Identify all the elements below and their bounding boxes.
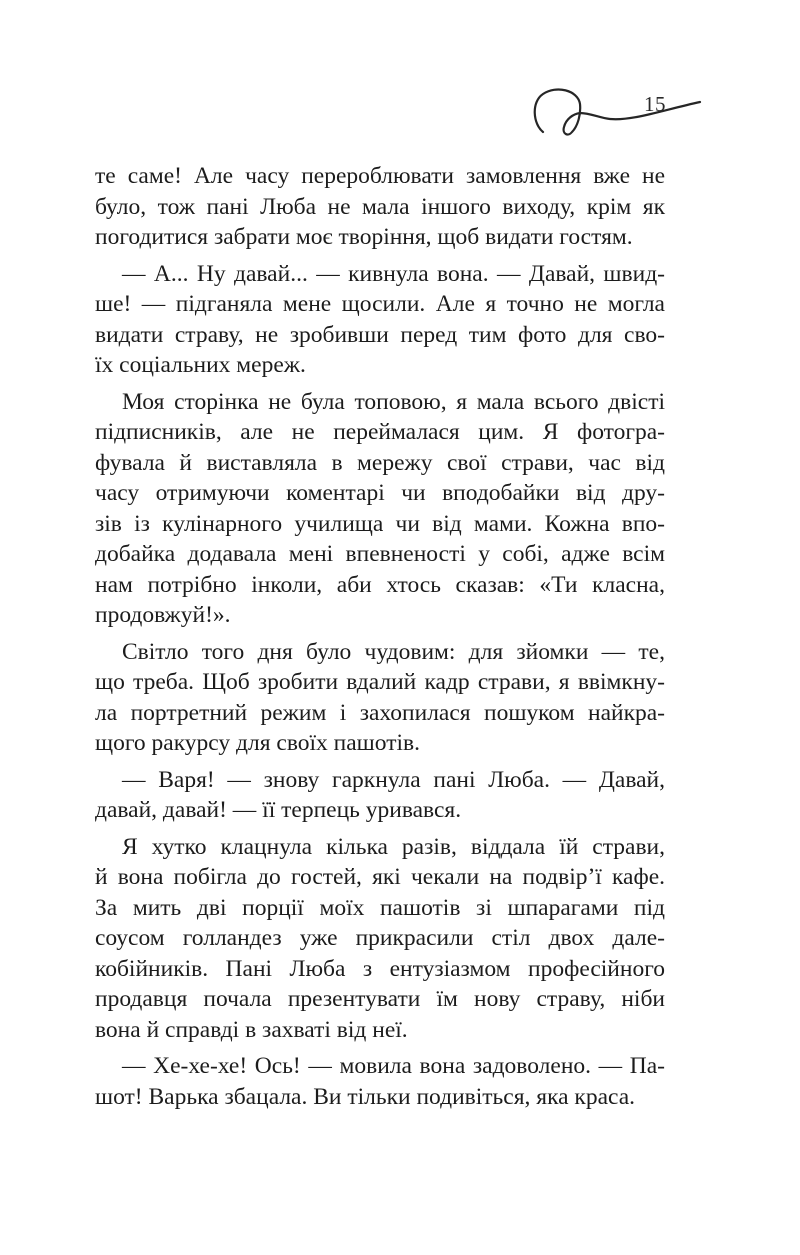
text-line: кобійників. Пані Люба з ентузіазмом професійного xyxy=(95,955,665,982)
text-block xyxy=(95,161,665,1112)
text-line: добайка додавала мені впевненості у собі, адже всім xyxy=(95,541,665,567)
text-line: — Хе-хе-хе! Ось! — мовила вона задоволено. — Па- xyxy=(122,1053,665,1079)
text-line: — Варя! — знову гаркнула пані Люба. — Давай, xyxy=(122,766,665,793)
text-line: Світло того дня було чудовим: для зйомки — те, xyxy=(122,638,665,665)
text-line: шот! Варька збацала. Ви тільки подивіться, яка краса. xyxy=(95,1083,636,1110)
text-line: фувала й виставляла в мережу свої страви, час від xyxy=(95,449,665,476)
text-line: продавця почала презентувати їм нову страву, ніби xyxy=(95,986,665,1012)
text-line: було, тож пані Люба не мала іншого виходу, крім як xyxy=(95,193,665,220)
page-number: 15 xyxy=(644,92,666,116)
text-line: продовжуй!». xyxy=(95,602,231,628)
text-line: ла портретний режим і захопилася пошуком найкра- xyxy=(95,699,665,726)
text-line: те саме! Але часу перероблювати замовлення вже не xyxy=(95,163,665,189)
paragraph xyxy=(95,387,665,631)
paragraph xyxy=(95,161,665,253)
text-line: Моя сторінка не була топовою, я мала всього двісті xyxy=(122,388,665,415)
text-line: що треба. Щоб зробити вдалий кадр страви, я ввімкну- xyxy=(95,669,665,695)
text-line: ше! — підганяла мене щосили. Але я точно не могла xyxy=(95,291,665,317)
paragraph xyxy=(95,765,665,826)
text-line: їх соціальних мереж. xyxy=(95,352,306,378)
text-line: За мить дві порції моїх пашотів зі шпарагами під xyxy=(95,894,665,921)
text-line: й вона побігла до гостей, які чекали на подвір’ї кафе. xyxy=(95,864,665,890)
text-line: видати страву, не зробивши перед тим фото для сво- xyxy=(95,321,665,348)
paragraph xyxy=(95,259,665,381)
text-line: соусом голландез уже прикрасили стіл двох дале- xyxy=(95,925,665,951)
text-line: вона й справді в захваті від неї. xyxy=(95,1016,408,1043)
paragraph xyxy=(95,832,665,1046)
text-line: зів із кулінарного училища чи від мами. Кожна впо- xyxy=(95,510,665,537)
paragraph xyxy=(95,1051,665,1112)
text-line: підписників, але не переймалася цим. Я фотогра- xyxy=(95,419,665,445)
text-line: погодитися забрати моє творіння, щоб видати гостям. xyxy=(95,224,633,250)
text-line: часу отримуючи коментарі чи вподобайки від дру- xyxy=(95,480,665,506)
text-line: Я хутко клацнула кілька разів, віддала їй страви, xyxy=(122,833,665,860)
text-line: — А... Ну давай... — кивнула вона. — Давай, швид- xyxy=(122,260,665,287)
text-line: давай, давай! — її терпець уривався. xyxy=(95,797,462,823)
text-line: нам потрібно інколи, аби хтось сказав: «Ти класна, xyxy=(95,571,665,598)
paragraph xyxy=(95,637,665,759)
text-line: щого ракурсу для своїх пашотів. xyxy=(95,730,420,756)
